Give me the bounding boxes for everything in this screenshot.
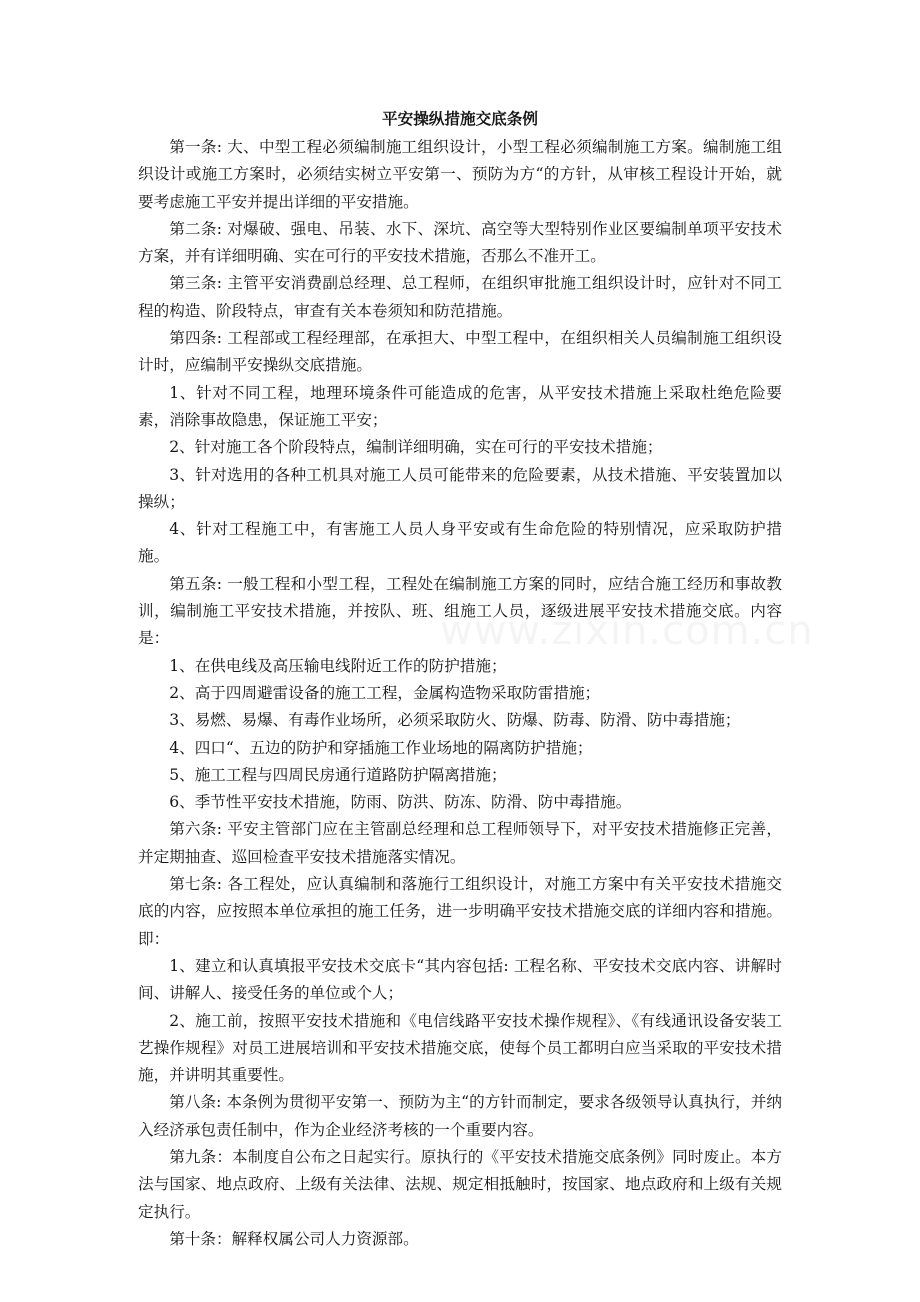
article-5-item-6: 6、季节性平安技术措施，防雨、防洪、防冻、防滑、防中毒措施。	[169, 793, 632, 812]
article-10: 第十条：解释权属公司人力资源部。	[169, 1229, 419, 1248]
article-5-item-1: 1、在供电线及高压输电线附近工作的防护措施；	[169, 656, 507, 675]
document-title: 平安操纵措施交底条例	[382, 109, 538, 128]
article-5-item-3: 3、易燃、易爆、有毒作业场所，必须采取防火、防爆、防毒、防滑、防中毒措施；	[169, 711, 741, 730]
article-5-item-4: 4、四口“、五边的防护和穿插施工作业场地的隔离防护措施；	[169, 738, 593, 757]
article-4-item-2: 2、针对施工各个阶段特点，编制详细明确，实在可行的平安技术措施；	[169, 438, 663, 457]
document-body	[138, 134, 782, 1253]
article-3: 第三条: 主管平安消费副总经理、总工程师，在组织审批施工组织设计时，应针对不同工程的构造、阶段特点，审查有关本卷须知和防范措施。	[138, 274, 782, 320]
article-5-item-2: 2、高于四周避雷设备的施工工程，金属构造物采取防雷措施；	[169, 683, 601, 702]
article-7-item-1: 1、建立和认真填报平安技术交底卡“其内容包括: 工程名称、平安技术交底内容、讲解时间、讲解人、接受任务的单位或个人；	[138, 956, 782, 1003]
article-4-item-3: 3、针对选用的各种工机具对施工人员可能带来的危险要素，从技术措施、平安装置加以操纵；	[138, 465, 782, 511]
article-7-item-2: 2、施工前，按照平安技术措施和《电信线路平安技术操作规程》、《有线通讯设备安装工艺操作规程》对员工进展培训和平安技术措施交底，使每个员工都明白应当采取的平安技术措施，并讲明其重要性。	[138, 1011, 782, 1085]
article-7: 第七条: 各工程处，应认真编制和落施行工组织设计，对施工方案中有关平安技术措施交底的内容，应按照本单位承担的施工任务，进一步明确平安技术措施交底的详细内容和措施。即：	[138, 875, 782, 948]
article-1: 第一条: 大、中型工程必须编制施工组织设计，小型工程必须编制施工方案。编制施工组织设计或施工方案时，必须结实树立平安第一、预防为方“的方针，从审核工程设计开始，就要考虑施工平安并提出详细的平安措施。	[138, 138, 782, 211]
article-5-item-5: 5、施工工程与四周民房通行道路防护隔离措施；	[169, 765, 507, 784]
article-4-item-1: 1、针对不同工程，地理环境条件可能造成的危害，从平安技术措施上采取杜绝危险要素，消除事故隐患，保证施工平安；	[138, 383, 782, 429]
article-2: 第二条: 对爆破、强电、吊装、水下、深坑、高空等大型特别作业区要编制单项平安技术方案，并有详细明确、实在可行的平安技术措施，否那么不准开工。	[138, 219, 782, 266]
article-4: 第四条: 工程部或工程经理部，在承担大、中型工程中，在组织相关人员编制施工组织设计时，应编制平安操纵交底措施。	[138, 329, 782, 375]
article-8: 第八条: 本条例为贯彻平安第一、预防为主“的方针而制定，要求各级领导认真执行，并纳入经济承包责任制中，作为企业经济考核的一个重要内容。	[138, 1093, 782, 1139]
document-page	[138, 104, 782, 1253]
article-5: 第五条: 一般工程和小型工程，工程处在编制施工方案的同时，应结合施工经历和事故教训，编制施工平安技术措施，并按队、班、组施工人员，逐级进展平安技术措施交底。内容是：	[138, 574, 782, 648]
article-9: 第九条：本制度自公布之日起实行。原执行的《平安技术措施交底条例》同时废止。本方法与国家、地点政府、上级有关法律、法规、规定相抵触时，按国家、地点政府和上级有关规定执行。	[138, 1147, 782, 1221]
article-4-item-4: 4、针对工程施工中，有害施工人员人身平安或有生命危险的特别情况，应采取防护措施。	[138, 520, 782, 566]
article-6: 第六条: 平安主管部门应在主管副总经理和总工程师领导下，对平安技术措施修正完善，并定期抽查、巡回检查平安技术措施落实情况。	[138, 820, 782, 866]
